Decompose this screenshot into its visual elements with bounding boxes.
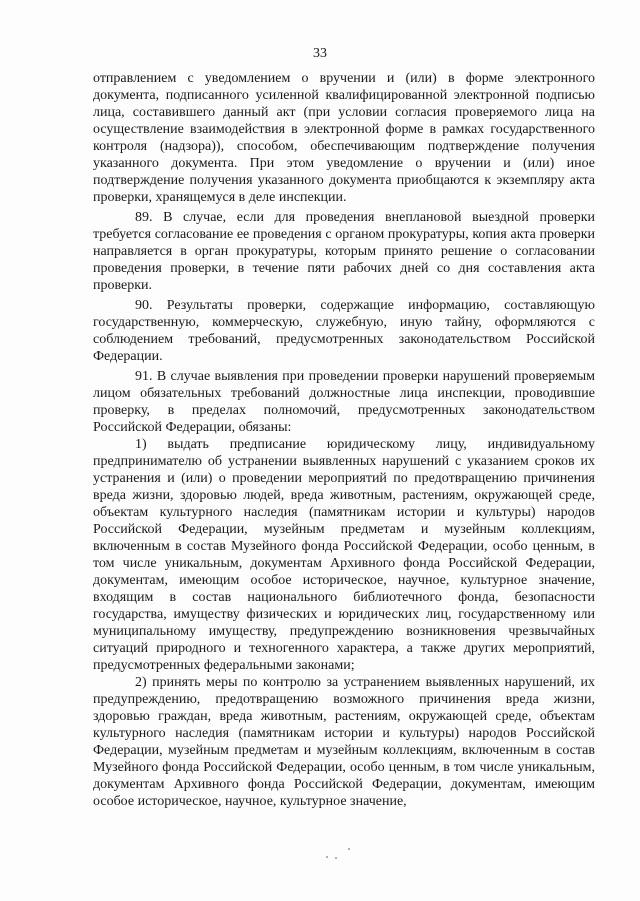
paragraph-continuation: отправлением с уведомлением о вручении и (или) в форме электронного документа, подписанного усиленной квалифицированной электронной подписью лица, составившего данный акт (при условии согласия проверяемого лица на осуществление взаимодействия в электронной форме в рамках государственного контроля (надзора)), способом, обеспечивающим подтверждение получения указанного документа. При этом уведомление о вручении и (или) иное подтверждение получения указанного документа приобщаются к экземпляру акта проверки, хранящемуся в деле инспекции.: [93, 71, 595, 205]
page-number: 33: [313, 46, 327, 61]
paragraph-91: 91. В случае выявления при проведении проверки нарушений проверяемым лицом обязательных требований должностные лица инспекции, проводившие проверку, в пределах полномочий, предусмотренных законодательством Российской Федерации, обязаны:: [93, 369, 595, 435]
scan-speck: [326, 856, 328, 858]
paragraph-90: 90. Результаты проверки, содержащие информацию, составляющую государственную, коммерческую, служебную, иную тайну, оформляются с соблюдением требований, предусмотренных законодательством Российской Федерации.: [93, 298, 595, 364]
paragraph-91-item-2: 2) принять меры по контролю за устранением выявленных нарушений, их предупреждению, предотвращению возможного причинения вреда жизни, здоровью граждан, вреда животным, растениям, окружающей среде, объектам культурного наследия (памятникам истории и культуры) народов Российской Федерации, музейным предметам и музейным коллекциям, включенным в состав Музейного фонда Российской Федерации, особо ценным, в том числе уникальным, документам Архивного фонда Российской Федерации, документам, имеющим особое историческое, научное, культурное значение,: [93, 675, 595, 809]
scan-speck: [335, 857, 337, 859]
scan-speck: [348, 848, 350, 850]
paragraph-89: 89. В случае, если для проведения внеплановой выездной проверки требуется согласование ее проведения с органом прокуратуры, копия акта проверки направляется в орган прокуратуры, которым принято решение о согласовании проведения проверки, в течение пяти рабочих дней со дня составления акта проверки.: [93, 210, 595, 293]
paragraph-91-item-1: 1) выдать предписание юридическому лицу, индивидуальному предпринимателю об устранении выявленных нарушений с указанием сроков их устранения и (или) о проведении мероприятий по предотвращению причинения вреда жизни, здоровью людей, вреда животным, растениям, окружающей среде, объектам культурного наследия (памятникам истории и культуры) народов Российской Федерации, музейным предметам и музейным коллекциям, включенным в состав Музейного фонда Российской Федерации, особо ценным, в том числе уникальным, документам Архивного фонда Российской Федерации, документам, имеющим особое историческое, научное, культурное значение, входящим в состав национального библиотечного фонда, безопасности государства, имуществу физических и юридических лиц, государственному или муниципальному имуществу, предупреждению возникновения чрезвычайных ситуаций природного и техногенного характера, а также других мероприятий, предусмотренных федеральными законами;: [93, 437, 595, 673]
document-body: [93, 70, 595, 810]
